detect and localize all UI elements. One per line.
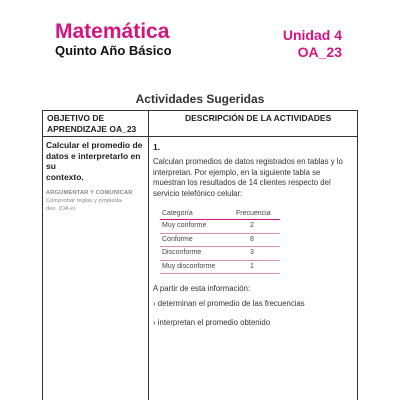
table-left-border	[42, 110, 43, 400]
skill-label: ARGUMENTAR Y COMUNICAR	[46, 190, 133, 196]
frequency-cell: 8	[250, 235, 254, 243]
frequency-cell: 1	[250, 262, 254, 270]
description-column-header: DESCRIPCIÓN DE LA ACTIVIDADES	[185, 113, 332, 123]
skill-description: Comprobar reglas y propieda- des. (OA e)	[46, 198, 124, 212]
activity-intro: Calculan promedios de datos registrados en tablas y lo interpretan. Por ejemplo, en la siguiente tabla se muestran los resultados de 14 clientes respecto del servicio telefónico celular:	[153, 157, 343, 198]
activity-number: 1.	[153, 142, 161, 152]
table-row	[160, 220, 280, 233]
table-row	[160, 246, 280, 260]
table-right-border	[357, 110, 358, 400]
frequency-cell: 2	[250, 222, 254, 229]
table-row	[160, 233, 280, 247]
objective-text: Calcular el promedio de datos e interpretarlo en su contexto.	[46, 140, 143, 182]
frequency-table-header	[160, 209, 280, 220]
after-intro-text: A partir de esta información:	[153, 284, 251, 293]
objective-column-header: OBJETIVO DE APRENDIZAJE OA_23	[47, 113, 137, 134]
category-cell: Disconforme	[162, 249, 202, 256]
bullet-item: › interpretan el promedio obtenido	[153, 318, 271, 327]
table-header-divider	[42, 136, 358, 137]
frequency-cell: 3	[250, 249, 254, 256]
table-column-divider	[148, 110, 149, 400]
objective-cell	[46, 140, 148, 213]
section-title: Actividades Sugeridas	[135, 92, 265, 106]
category-cell: Conforme	[162, 235, 193, 243]
unit-label: Unidad 4	[282, 27, 342, 43]
table-top-border	[42, 110, 358, 111]
bullet-item: › determinan el promedio de las frecuencias	[153, 299, 305, 308]
table-row	[160, 260, 280, 275]
category-header: Categoría	[162, 210, 193, 217]
frequency-table	[160, 209, 280, 274]
oa-label: OA_23	[297, 44, 342, 60]
category-cell: Muy disconforme	[162, 262, 216, 270]
category-cell: Muy conforme	[162, 222, 207, 229]
subject-title: Matemática	[55, 20, 170, 43]
grade-subtitle: Quinto Año Básico	[55, 43, 172, 58]
frequency-header: Frecuencia	[236, 210, 271, 217]
